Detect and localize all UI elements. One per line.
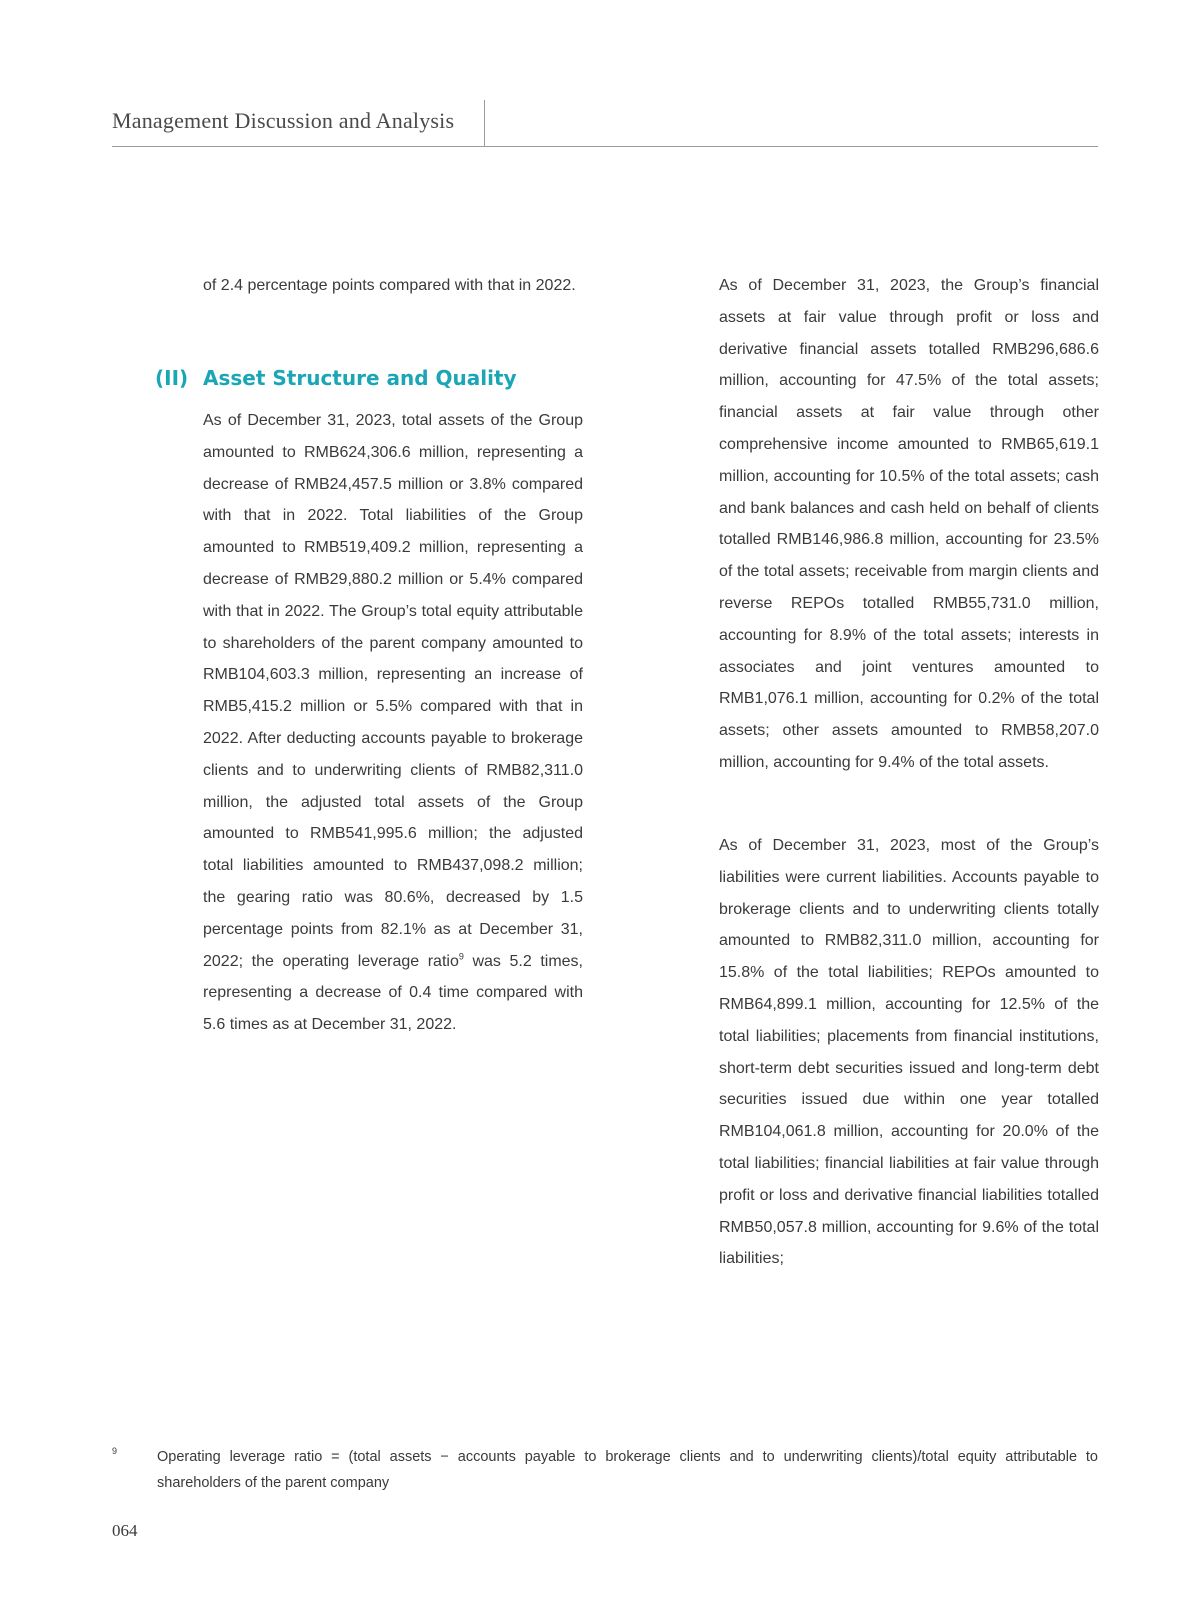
footnote-mark: 9 [112,1446,118,1456]
footnote [112,1444,1098,1496]
footnote-text: Operating leverage ratio = (total assets − accounts payable to brokerage clients and to underwriting clients)/total equity attributable to shareholders of the parent company [157,1449,1098,1491]
page-number: 064 [112,1521,138,1540]
asset-paragraph-text-end: was 5.2 times, representing a decrease of 0.4 time compared with 5.6 times as at December 31, 2022. [203,952,584,1034]
header-title: Management Discussion and Analysis [112,108,455,133]
section-title: Asset Structure and Quality [203,366,517,390]
asset-structure-paragraph [203,405,583,1041]
header-divider [484,100,485,146]
section-heading [155,366,517,390]
liabilities-paragraph: As of December 31, 2023, most of the Group’s liabilities were current liabilities. Accounts payable to brokerage clients and to underwriting clients totally amounted to RMB82,311.0 million, accounting for 15.8% of the total liabilities; REPOs amounted to RMB64,899.1 million, accounting for 12.5% of the total liabilities; placements from financial institutions, short-term debt securities issued and long-term debt securities issued due within one year totalled RMB104,061.8 million, accounting for 20.0% of the total liabilities; financial liabilities at fair value through profit or loss and derivative financial liabilities totalled RMB50,057.8 million, accounting for 9.6% of the total liabilities; [719,837,1099,1268]
continuation-paragraph: of 2.4 percentage points compared with that in 2022. [203,277,576,294]
page-header [112,96,1098,147]
footnote-reference: 9 [458,951,464,962]
asset-paragraph-text: As of December 31, 2023, total assets of the Group amounted to RMB624,306.6 million, representing a decrease of RMB24,457.5 million or 3.8% compared with that in 2022. Total liabilities of the Group amounted to RMB519,409.2 million, representing a decrease of RMB29,880.2 million or 5.4% compared with that in 2022. The Group’s total equity attributable to shareholders of the parent company amounted to RMB104,603.3 million, representing an increase of RMB5,415.2 million or 5.5% compared with that in 2022. After deducting accounts payable to brokerage clients and to underwriting clients of RMB82,311.0 million, the adjusted total assets of the Group amounted to RMB541,995.6 million; the adjusted total liabilities amounted to RMB437,098.2 million; the gearing ratio was 80.6%, decreased by 1.5 percentage points from 82.1% as at December 31, 2022; the operating leverage ratio [203,412,583,970]
financial-assets-paragraph: As of December 31, 2023, the Group’s financial assets at fair value through profit or loss and derivative financial assets totalled RMB296,686.6 million, accounting for 47.5% of the total assets; financial assets at fair value through other comprehensive income amounted to RMB65,619.1 million, accounting for 10.5% of the total assets; cash and bank balances and cash held on behalf of clients totalled RMB146,986.8 million, accounting for 23.5% of the total assets; receivable from margin clients and reverse REPOs totalled RMB55,731.0 million, accounting for 8.9% of the total assets; interests in associates and joint ventures amounted to RMB1,076.1 million, accounting for 0.2% of the total assets; other assets amounted to RMB58,207.0 million, accounting for 9.4% of the total assets. [719,277,1099,771]
section-number: (II) [155,366,189,390]
